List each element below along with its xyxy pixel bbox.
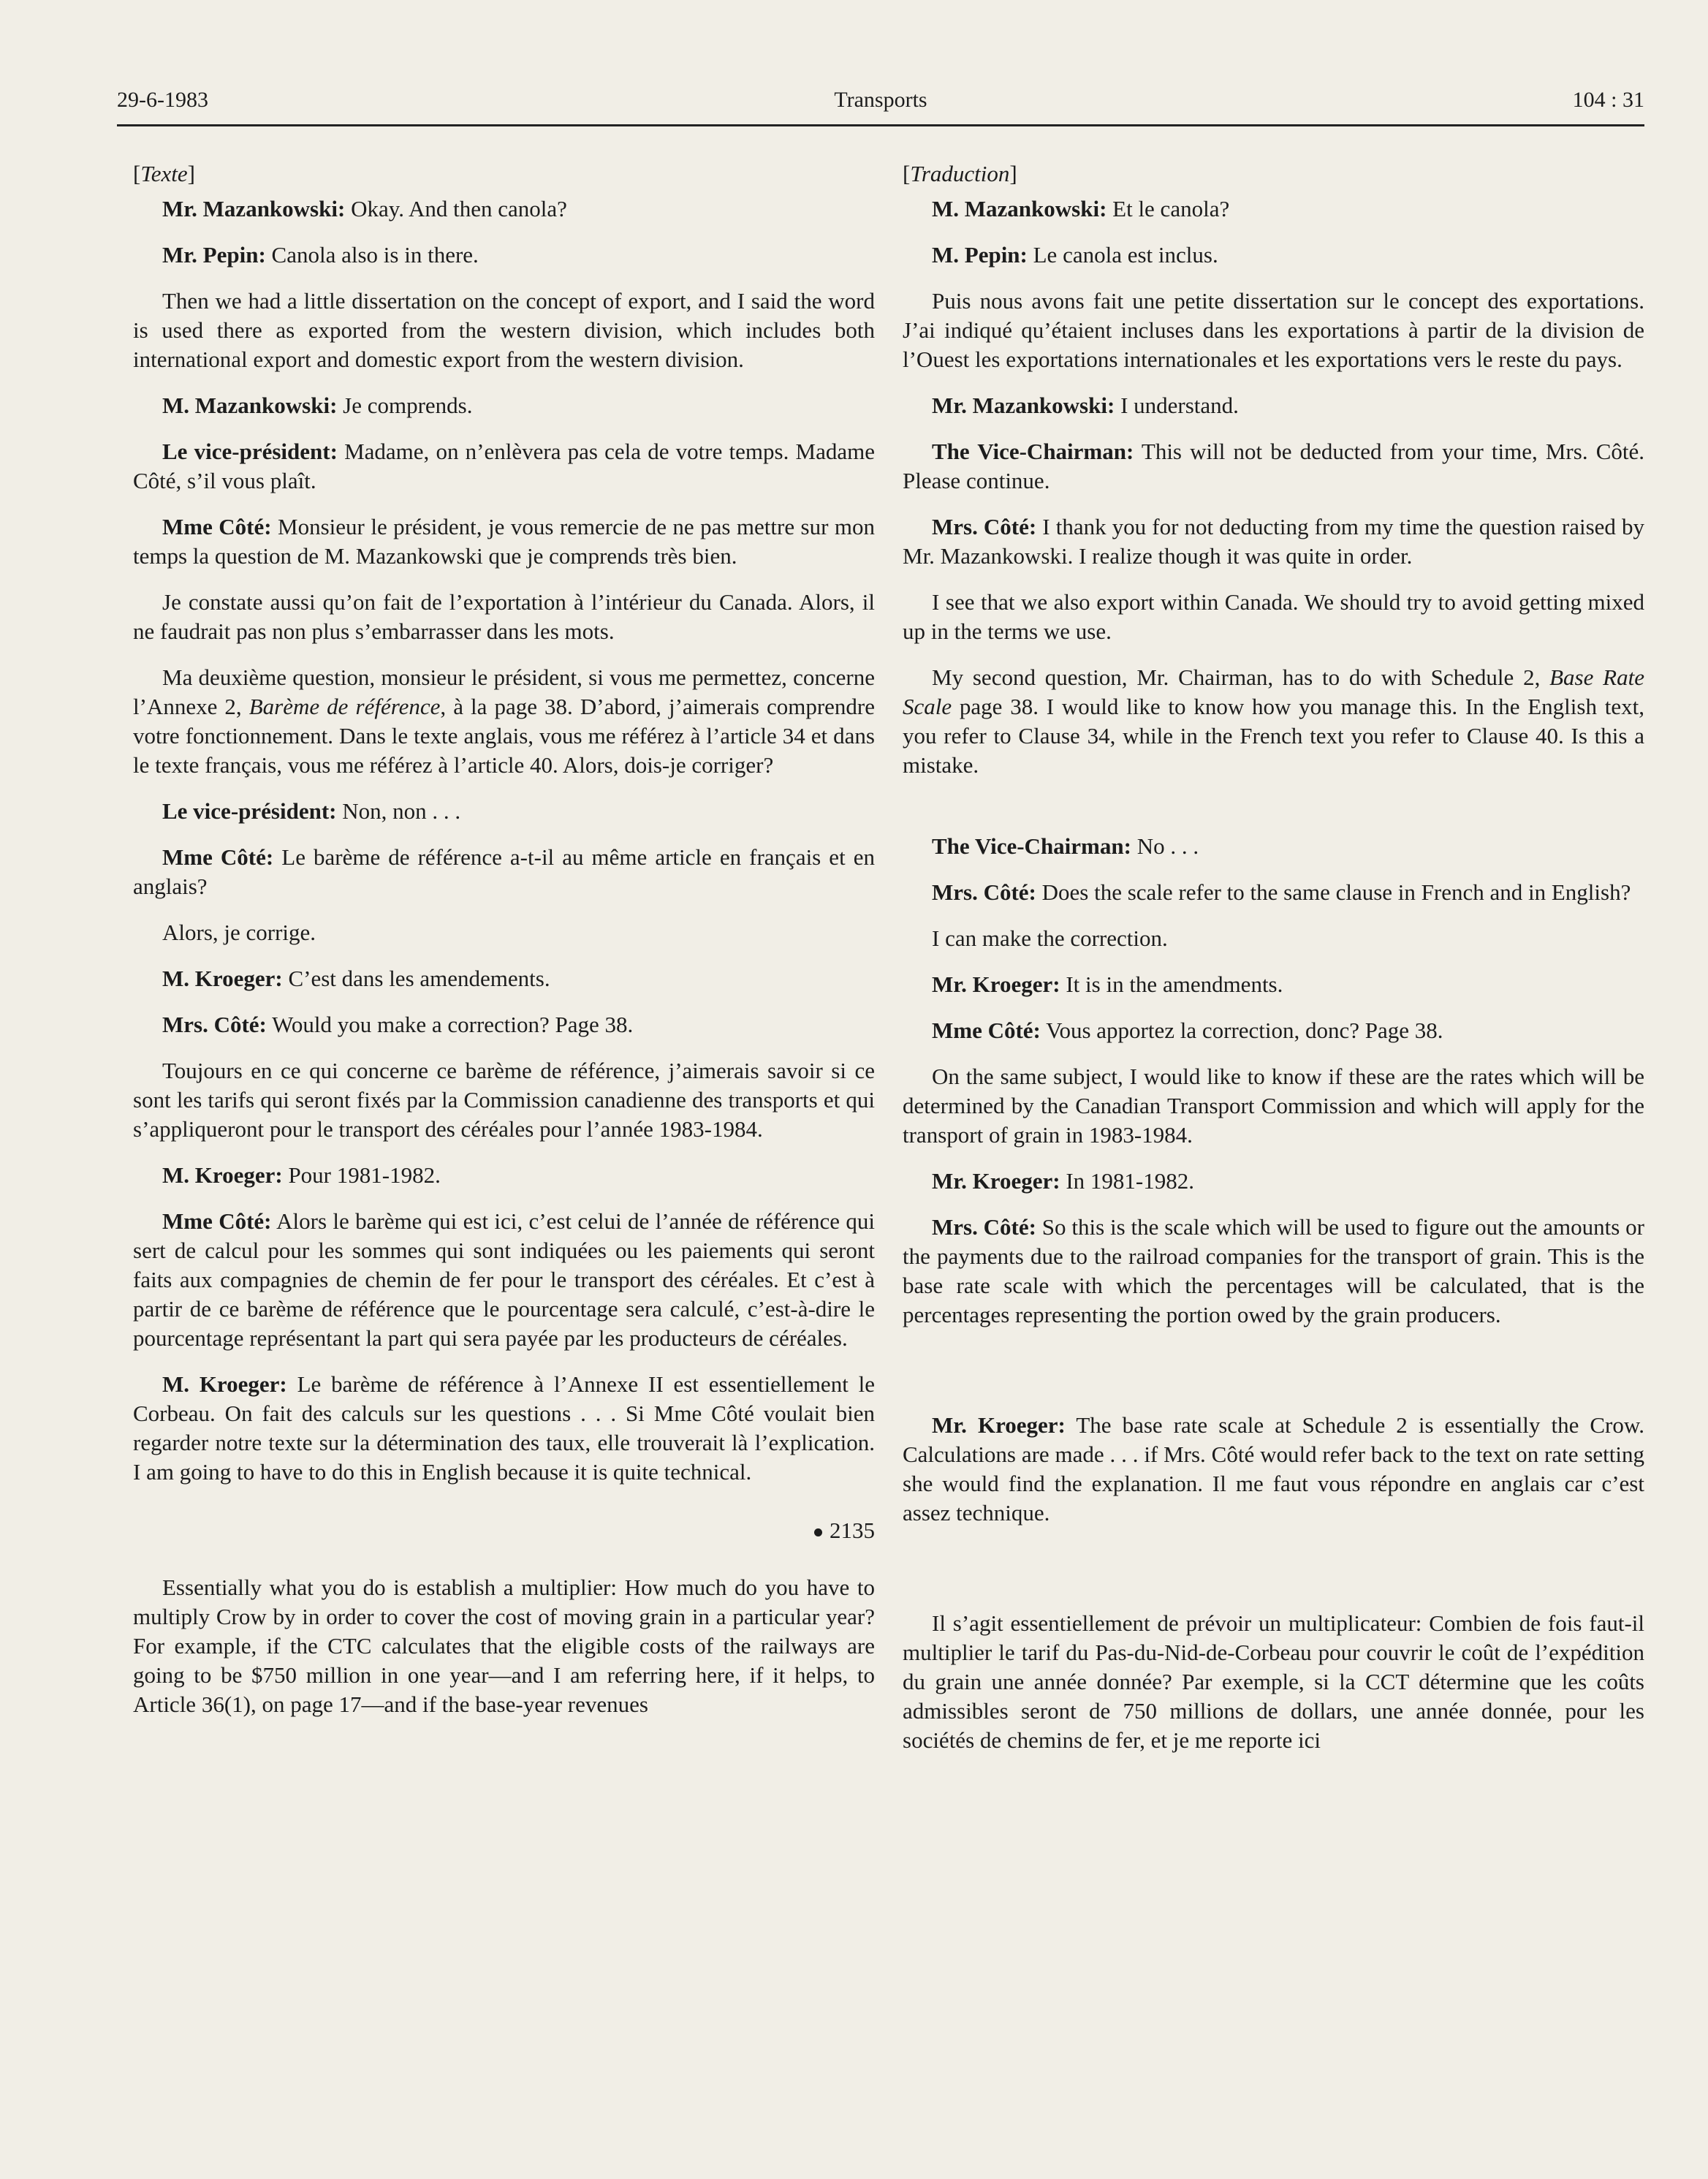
paragraph: M. Kroeger: C’est dans les amendements. xyxy=(162,966,550,991)
paragraph: Alors, je corrige. xyxy=(162,920,316,945)
page-header xyxy=(117,86,1644,126)
paragraph: Mrs. Côté: So this is the scale which will be used to figure out the amounts or the payments due to the railroad companies for the transport of grain. This is the base rate scale with which the percentages will be calculated, that is the percentages representing the portion owed by the grain producers. xyxy=(903,1214,1644,1327)
paragraph: I see that we also export within Canada. We should try to avoid getting mixed up in the terms we use. xyxy=(903,589,1644,644)
bullet-icon xyxy=(814,1528,822,1536)
paragraph: Mrs. Côté: I thank you for not deducting from my time the question raised by Mr. Mazankowski. I realize though it was quite in order. xyxy=(903,514,1644,569)
paragraph: I can make the correction. xyxy=(932,925,1168,951)
paragraph: Mrs. Côté: Would you make a correction? Page 38. xyxy=(162,1012,634,1037)
speaker: Mme Côté: xyxy=(162,514,272,539)
header-date: 29-6-1983 xyxy=(117,88,208,112)
speaker: Mme Côté: xyxy=(162,844,274,870)
paragraph: Mr. Mazankowski: Okay. And then canola? xyxy=(162,196,567,221)
paragraph: On the same subject, I would like to know if these are the rates which will be determined by the Canadian Transport Commission and which will apply for the transport of grain in 1983-1984. xyxy=(903,1064,1644,1148)
speaker: Mr. Kroeger: xyxy=(932,971,1060,997)
speaker: Mrs. Côté: xyxy=(932,1214,1036,1240)
speaker: Le vice-président: xyxy=(162,798,337,824)
speaker: M. Pepin: xyxy=(932,242,1028,268)
paragraph: Le vice-président: Madame, on n’enlèvera pas cela de votre temps. Madame Côté, s’il vous plaît. xyxy=(133,439,875,493)
header-title: Transports xyxy=(834,88,927,112)
paragraph: M. Kroeger: Pour 1981-1982. xyxy=(162,1162,441,1188)
paragraph: Mrs. Côté: Does the scale refer to the same clause in French and in English? xyxy=(932,879,1631,905)
paragraph: Mme Côté: Alors le barème qui est ici, c’est celui de l’année de référence qui sert de calcul pour les sommes qui sont indiquées ou les paiements qui seront faits aux compagnies de chemin de fer pour le transport des céréales. Et c’est à partir de ce barème de référence que le pourcentage sera calculé, c’est-à-dire le pourcentage représentant la part qui sera payée par les producteurs de céréales. xyxy=(133,1208,876,1351)
paragraph: Mr. Pepin: Canola also is in there. xyxy=(162,242,479,268)
paragraph: M. Mazankowski: Je comprends. xyxy=(162,393,473,418)
speaker: Mr. Mazankowski: xyxy=(932,393,1115,418)
speaker: M. Mazankowski: xyxy=(932,196,1107,221)
speaker: The Vice-Chairman: xyxy=(932,833,1131,859)
speaker: Mr. Kroeger: xyxy=(932,1412,1066,1438)
paragraph: My second question, Mr. Chairman, has to do with Schedule 2, Base Rate Scale page 38. I would like to know how you manage this. In the English text, you refer to Clause 34, while in the French text you refer to Clause 40. Is this a mistake. xyxy=(903,664,1644,778)
paragraph: Ma deuxième question, monsieur le président, si vous me permettez, concerne l’Annexe 2, Barème de référence, à la page 38. D’abord, j’aimerais comprendre votre fonctionnement. Dans le texte anglais, vous me référez à l’article 34 et dans le texte français, vous me référez à l’article 40. Alors, dois-je corriger? xyxy=(133,664,876,778)
speaker: Mme Côté: xyxy=(162,1208,272,1234)
paragraph: Mr. Mazankowski: I understand. xyxy=(932,393,1239,418)
paragraph: Toujours en ce qui concerne ce barème de référence, j’aimerais savoir si ce sont les tarifs qui seront fixés par la Commission canadienne des transports et qui s’appliqueront pour le transport des céréales pour l’année 1983-1984. xyxy=(133,1058,875,1142)
speaker: Mrs. Côté: xyxy=(162,1012,267,1037)
speaker: Mr. Mazankowski: xyxy=(162,196,346,221)
paragraph: The Vice-Chairman: This will not be deducted from your time, Mrs. Côté. Please continue. xyxy=(903,439,1644,493)
paragraph: Then we had a little dissertation on the concept of export, and I said the word is used there as exported from the western division, which includes both international export and domestic export from the western division. xyxy=(133,288,875,372)
speaker: Le vice-président: xyxy=(162,439,338,464)
speaker: Mme Côté: xyxy=(932,1018,1041,1043)
speaker: Mrs. Côté: xyxy=(932,514,1037,539)
header-page-number: 104 : 31 xyxy=(1572,88,1644,112)
paragraph: Mme Côté: Monsieur le président, je vous remercie de ne pas mettre sur mon temps la question de M. Mazankowski que je comprends très bien. xyxy=(133,514,875,569)
column-tag: [Texte] xyxy=(133,161,195,186)
paragraph: M. Pepin: Le canola est inclus. xyxy=(932,242,1218,268)
paragraph: Mr. Kroeger: In 1981-1982. xyxy=(932,1168,1194,1194)
column-tag: [Traduction] xyxy=(903,161,1017,186)
paragraph: Puis nous avons fait une petite dissertation sur le concept des exportations. J’ai indiqué qu’étaient incluses dans les exportations à partir de la division de l’Ouest les exportations internationales et les exportations vers le reste du pays. xyxy=(903,288,1644,372)
speaker: M. Mazankowski: xyxy=(162,393,338,418)
paragraph: Mr. Kroeger: It is in the amendments. xyxy=(932,971,1283,997)
paragraph: Il s’agit essentiellement de prévoir un multiplicateur: Combien de fois faut-il multiplier le tarif du Pas-du-Nid-de-Corbeau pour couvrir le coût de l’expédition du grain une année donnée? Par exemple, si la CCT détermine que les coûts admissibles seront de 750 millions de dollars, une année donnée, pour les sociétés de chemins de fer, et je me reporte ici xyxy=(903,1610,1644,1753)
paragraph: The Vice-Chairman: No . . . xyxy=(932,833,1199,859)
paragraph: Essentially what you do is establish a multiplier: How much do you have to multiply Crow by in order to cover the cost of moving grain in a particular year? For example, if the CTC calculates that the eligible costs of the railways are going to be $750 million in one year—and I am referring here, if it helps, to Article 36(1), on page 17—and if the base-year revenues xyxy=(133,1574,875,1717)
speaker: The Vice-Chairman: xyxy=(932,439,1134,464)
speaker: M. Kroeger: xyxy=(162,1162,283,1188)
paragraph: Je constate aussi qu’on fait de l’exportation à l’intérieur du Canada. Alors, il ne faudrait pas non plus s’embarrasser dans les mots. xyxy=(133,589,875,644)
speaker: M. Kroeger: xyxy=(162,966,283,991)
speaker: M. Kroeger: xyxy=(162,1371,287,1397)
right-column xyxy=(903,159,1644,1772)
speaker: Mr. Pepin: xyxy=(162,242,266,268)
paragraph: Mme Côté: Le barème de référence a-t-il au même article en français et en anglais? xyxy=(133,844,875,899)
paragraph: M. Kroeger: Le barème de référence à l’Annexe II est essentiellement le Corbeau. On fait des calculs sur les questions . . . Si Mme Côté voulait bien regarder notre texte sur la détermination des taux, elle trouverait là l’explication. I am going to have to do this in English because it is quite technical. xyxy=(133,1371,875,1485)
paragraph: Mr. Kroeger: The base rate scale at Schedule 2 is essentially the Crow. Calculations are made . . . if Mrs. Côté would refer back to the text on rate setting she would find the explanation. Il me faut vous répondre en anglais car c’est assez technique. xyxy=(903,1412,1644,1526)
speaker: Mr. Kroeger: xyxy=(932,1168,1060,1194)
paragraph: Mme Côté: Vous apportez la correction, donc? Page 38. xyxy=(932,1018,1443,1043)
left-column xyxy=(133,159,875,1736)
speaker: Mrs. Côté: xyxy=(932,879,1036,905)
paragraph: M. Mazankowski: Et le canola? xyxy=(932,196,1230,221)
time-marker: 2135 xyxy=(133,1516,875,1545)
paragraph: Le vice-président: Non, non . . . xyxy=(162,798,461,824)
